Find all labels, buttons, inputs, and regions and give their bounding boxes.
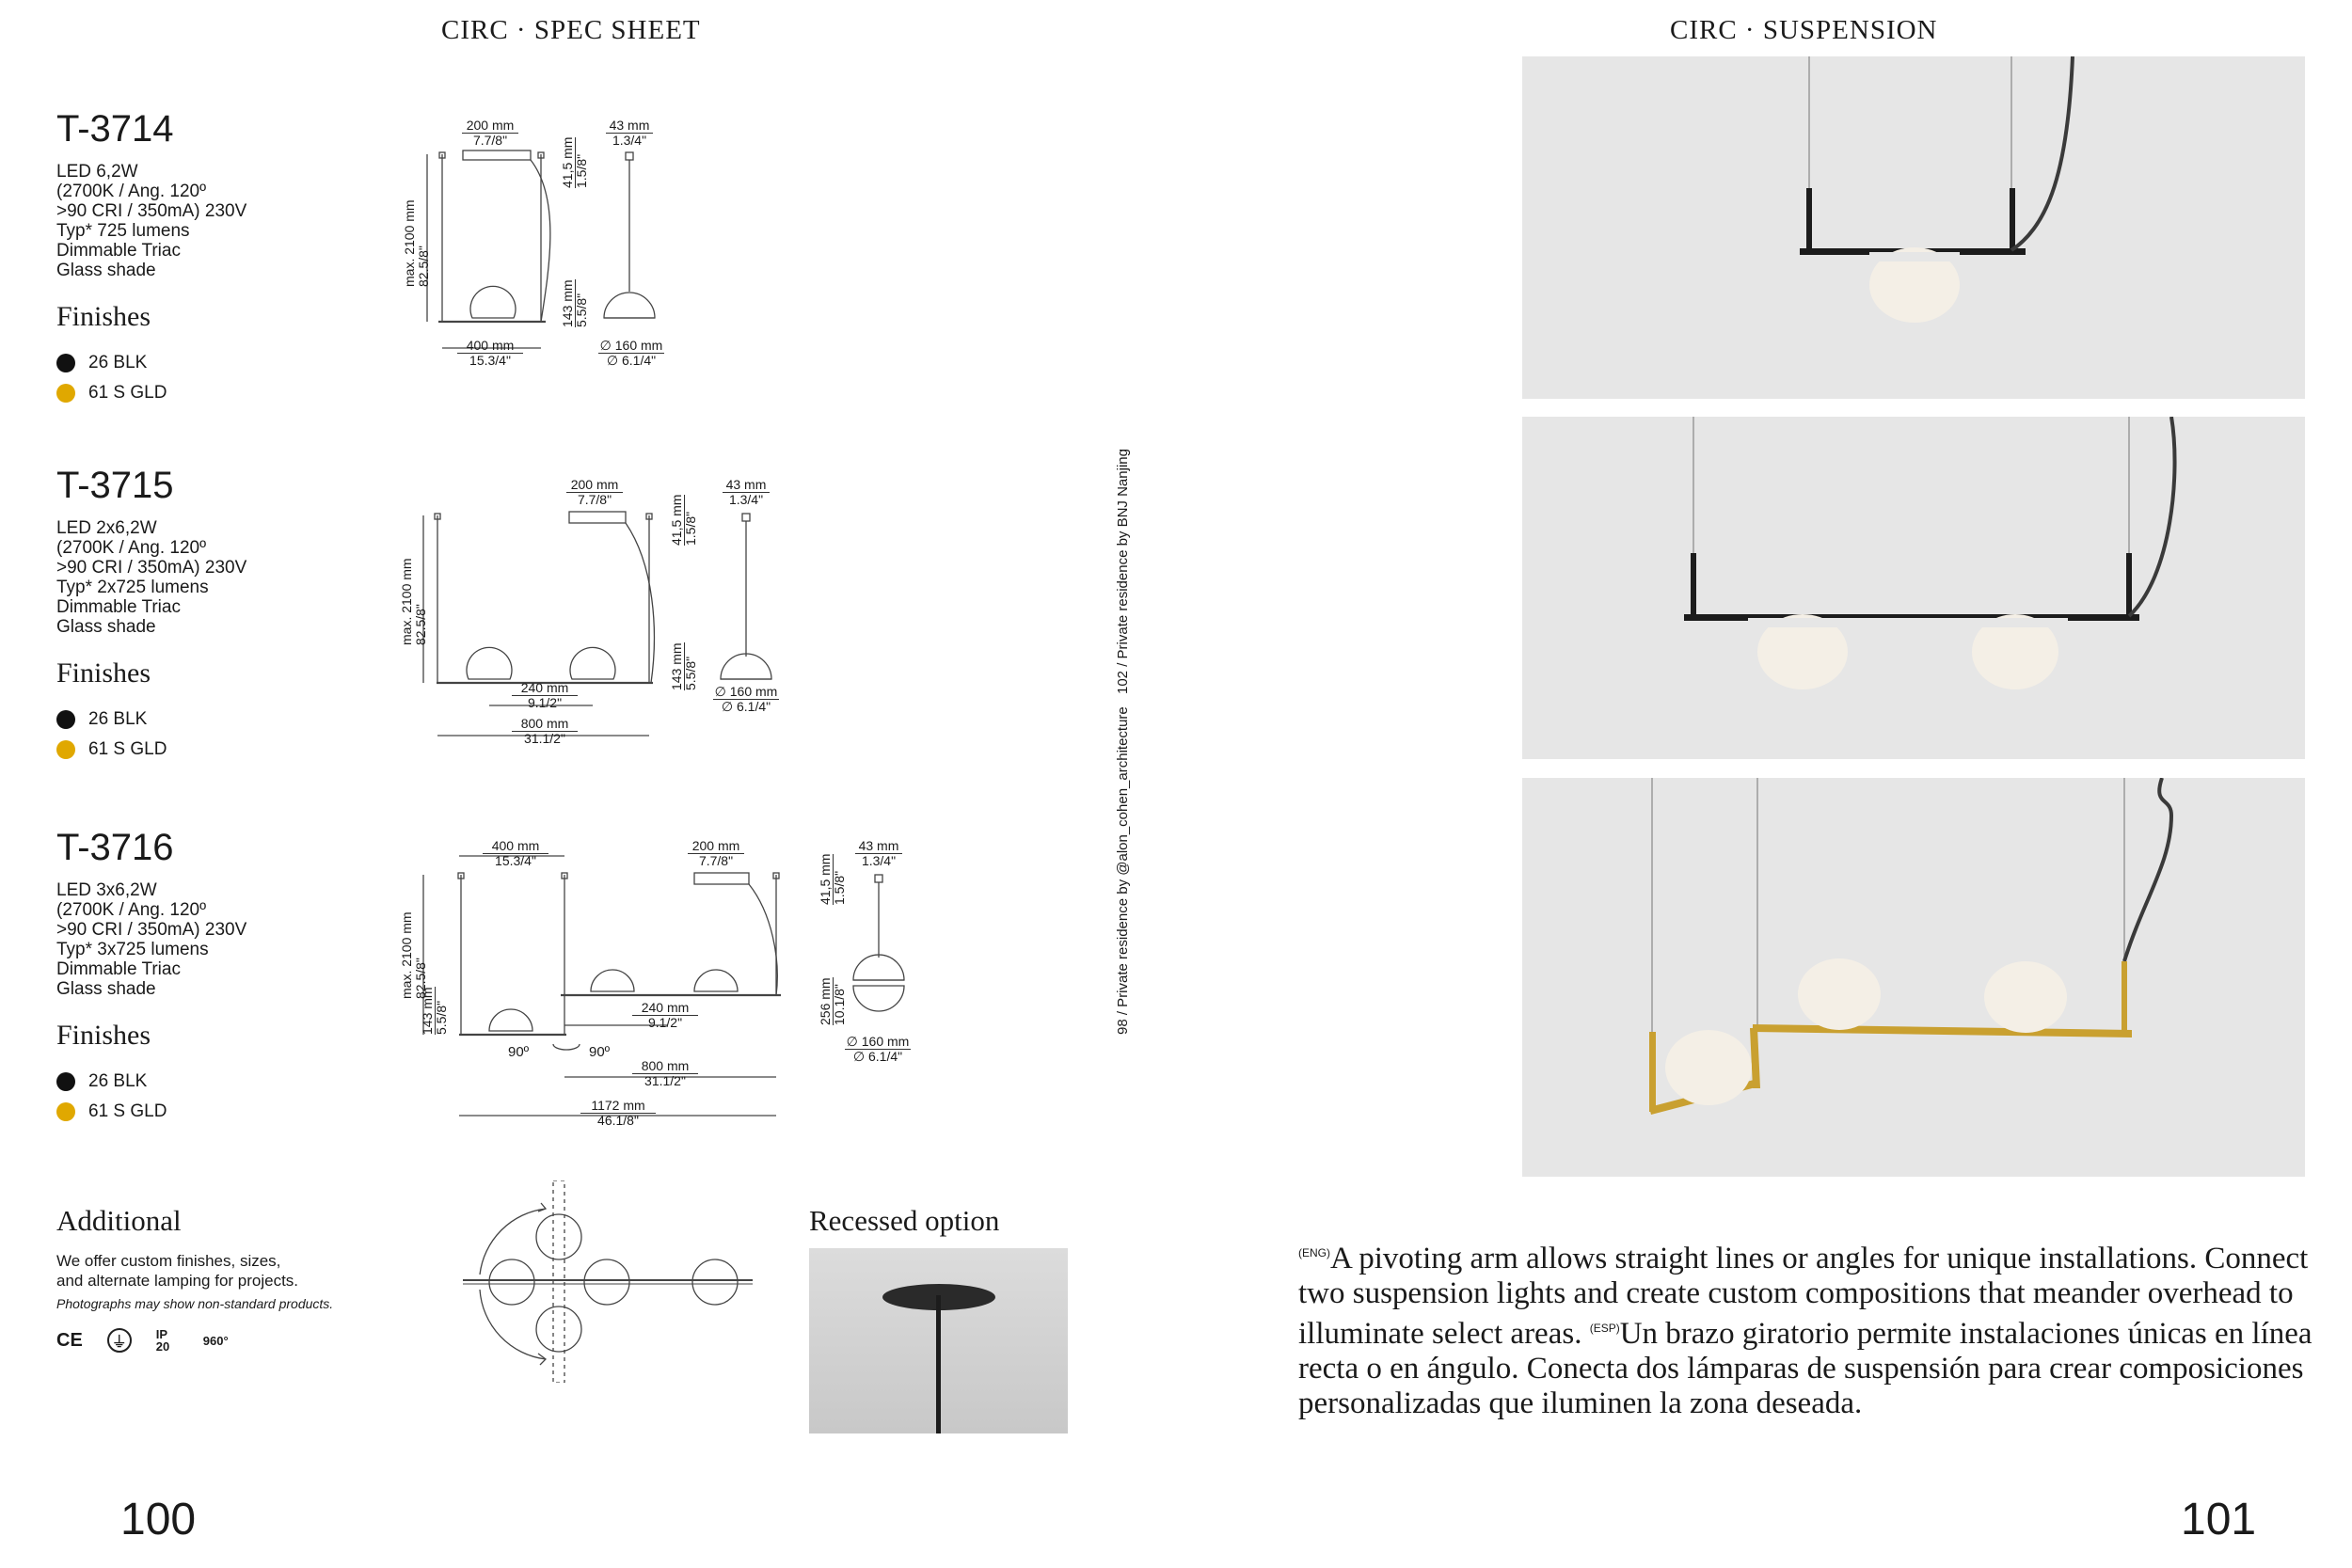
dim-spacing: 240 mm 9.1/2" bbox=[632, 1001, 698, 1030]
dim-diameter: ∅ 160 mm ∅ 6.1/4" bbox=[714, 684, 778, 714]
page-number-right: 101 bbox=[2181, 1495, 2257, 1544]
photo-credit-98: 98 / Private residence by @alon_cohen_architecture bbox=[1115, 706, 1131, 1035]
dim-side-top: 43 mm 1.3/4" bbox=[723, 478, 770, 507]
spec-line: LED 2x6,2W bbox=[56, 518, 157, 538]
finish-item bbox=[56, 348, 246, 378]
finish-item bbox=[56, 705, 246, 735]
finish-swatch-gold bbox=[56, 1102, 75, 1121]
finish-item bbox=[56, 1097, 246, 1127]
finish-label: 26 BLK bbox=[88, 353, 148, 372]
finish-swatch-black bbox=[56, 1072, 75, 1091]
finishes-list bbox=[56, 348, 246, 408]
spec-line: >90 CRI / 350mA) 230V bbox=[56, 920, 247, 940]
angle-left: 90º bbox=[508, 1044, 530, 1060]
product-specs bbox=[56, 162, 246, 280]
finishes-title: Finishes bbox=[56, 301, 151, 332]
photo-t3715 bbox=[1522, 417, 2305, 759]
product-model: T-3715 bbox=[56, 465, 174, 506]
product-model: T-3714 bbox=[56, 108, 174, 150]
finish-swatch-black bbox=[56, 354, 75, 372]
dim-h143: 143 mm 5.5/8" bbox=[560, 279, 589, 327]
additional-section bbox=[56, 1204, 333, 1353]
finish-item bbox=[56, 1067, 246, 1097]
right-page-header: CIRC · SUSPENSION bbox=[1670, 15, 1938, 45]
dim-h415: 41,5 mm 1.5/8" bbox=[818, 853, 847, 905]
spec-line: (2700K / Ang. 120º bbox=[56, 182, 207, 201]
finish-label: 26 BLK bbox=[88, 1071, 148, 1091]
finish-swatch-black bbox=[56, 710, 75, 729]
spec-line: LED 3x6,2W bbox=[56, 880, 157, 900]
finish-item bbox=[56, 735, 246, 765]
angle-right: 90º bbox=[589, 1044, 611, 1060]
finishes-title: Finishes bbox=[56, 657, 151, 689]
additional-line: We offer custom finishes, sizes, bbox=[56, 1252, 281, 1270]
dim-arm-width: 400 mm 15.3/4" bbox=[483, 839, 548, 868]
finishes-title: Finishes bbox=[56, 1020, 151, 1051]
spec-line: Glass shade bbox=[56, 261, 156, 280]
dim-h256: 256 mm 10.1/8" bbox=[818, 977, 847, 1025]
dim-width: 400 mm 15.3/4" bbox=[457, 339, 523, 368]
spec-line: Glass shade bbox=[56, 979, 156, 999]
dim-width: 800 mm 31.1/2" bbox=[632, 1059, 698, 1088]
page-number-left: 100 bbox=[120, 1495, 197, 1544]
recessed-photo bbox=[809, 1248, 1068, 1433]
product-block-t3715 bbox=[56, 465, 246, 765]
spec-line: >90 CRI / 350mA) 230V bbox=[56, 201, 247, 221]
photo-t3714-scene bbox=[1522, 56, 2305, 399]
finish-label: 61 S GLD bbox=[88, 739, 167, 759]
recessed-title: Recessed option bbox=[809, 1204, 1000, 1237]
lang-tag-eng: (ENG) bbox=[1298, 1246, 1330, 1259]
finishes-list bbox=[56, 1067, 246, 1127]
photo-t3715-scene bbox=[1522, 417, 2305, 759]
dim-diameter: ∅ 160 mm ∅ 6.1/4" bbox=[846, 1034, 910, 1064]
pivot-diagram bbox=[452, 1180, 762, 1383]
spec-line: Dimmable Triac bbox=[56, 959, 181, 979]
certification-icons bbox=[56, 1328, 333, 1353]
spec-line: (2700K / Ang. 120º bbox=[56, 538, 207, 558]
description-text bbox=[1298, 1236, 2333, 1421]
dim-spacing: 240 mm 9.1/2" bbox=[512, 681, 578, 710]
dim-diameter: ∅ 160 mm ∅ 6.1/4" bbox=[599, 338, 663, 368]
spec-line: Typ* 725 lumens bbox=[56, 221, 190, 241]
finish-item bbox=[56, 378, 246, 408]
dim-top-width: 200 mm 7.7/8" bbox=[566, 478, 623, 507]
dim-side-top: 43 mm 1.3/4" bbox=[855, 839, 902, 868]
spec-line: Typ* 2x725 lumens bbox=[56, 578, 209, 597]
dim-h143: 143 mm 5.5/8" bbox=[420, 987, 449, 1035]
recessed-rod bbox=[936, 1295, 941, 1433]
spec-line: Dimmable Triac bbox=[56, 597, 181, 617]
description-eng: A pivoting arm allows straight lines or angles for unique installations. Connect two suspension lights and create custom compositions that meander overhead to illuminate select areas. bbox=[1298, 1242, 2309, 1351]
additional-title: Additional bbox=[56, 1204, 182, 1237]
finish-swatch-gold bbox=[56, 740, 75, 759]
dim-top-width: 200 mm 7.7/8" bbox=[688, 839, 744, 868]
left-page-header: CIRC · SPEC SHEET bbox=[441, 15, 701, 45]
photo-credit-102: 102 / Private residence by BNJ Nanjing bbox=[1115, 449, 1131, 694]
additional-text bbox=[56, 1251, 333, 1291]
spec-line: >90 CRI / 350mA) 230V bbox=[56, 558, 247, 578]
drawing-t3714 bbox=[395, 113, 696, 367]
photo-t3716 bbox=[1522, 778, 2305, 1177]
spec-line: (2700K / Ang. 120º bbox=[56, 900, 207, 920]
photo-t3714 bbox=[1522, 56, 2305, 399]
drawing-t3716 bbox=[395, 837, 941, 1148]
additional-note: Photographs may show non-standard products. bbox=[56, 1296, 334, 1311]
spec-line: LED 6,2W bbox=[56, 162, 138, 182]
earth-ground-icon: ⏚ bbox=[107, 1328, 132, 1353]
ip20-icon: IP 20 bbox=[155, 1327, 170, 1354]
lang-tag-esp: (ESP) bbox=[1589, 1322, 1620, 1335]
photo-t3716-scene bbox=[1522, 778, 2305, 1177]
product-specs bbox=[56, 880, 246, 999]
spec-line: Dimmable Triac bbox=[56, 241, 181, 261]
dim-width: 800 mm 31.1/2" bbox=[512, 717, 578, 746]
dim-max-height: max. 2100 mm 82.5/8" bbox=[399, 558, 428, 645]
dim-h143: 143 mm 5.5/8" bbox=[669, 642, 698, 690]
additional-line: and alternate lamping for projects. bbox=[56, 1272, 299, 1290]
finish-label: 61 S GLD bbox=[88, 1101, 167, 1121]
dim-max-height: max. 2100 mm 82.5/8" bbox=[399, 911, 428, 999]
dim-side-top: 43 mm 1.3/4" bbox=[606, 119, 653, 148]
finishes-list bbox=[56, 705, 246, 765]
glow-wire-icon: 960° bbox=[202, 1333, 229, 1348]
product-block-t3716 bbox=[56, 827, 246, 1127]
finish-label: 61 S GLD bbox=[88, 383, 167, 403]
product-block-t3714 bbox=[56, 108, 246, 408]
ce-icon: CE bbox=[56, 1329, 83, 1351]
spec-line: Glass shade bbox=[56, 617, 156, 637]
spec-line: Typ* 3x725 lumens bbox=[56, 940, 209, 959]
description-esp: Un brazo giratorio permite instalaciones únicas en línea recta o en ángulo. Conecta dos lámparas de suspensión para crear composiciones personalizadas que iluminen la zona deseada. bbox=[1298, 1317, 2312, 1420]
finish-swatch-gold bbox=[56, 384, 75, 403]
product-specs bbox=[56, 518, 246, 637]
dim-h415: 41,5 mm 1.5/8" bbox=[560, 136, 589, 188]
dim-top-width: 200 mm 7.7/8" bbox=[462, 119, 518, 148]
dim-total-width: 1172 mm 46.1/8" bbox=[580, 1099, 656, 1128]
dim-max-height: max. 2100 mm 82.5/8" bbox=[402, 199, 431, 287]
product-model: T-3716 bbox=[56, 827, 174, 868]
finish-label: 26 BLK bbox=[88, 709, 148, 729]
dim-h415: 41,5 mm 1.5/8" bbox=[669, 494, 698, 546]
